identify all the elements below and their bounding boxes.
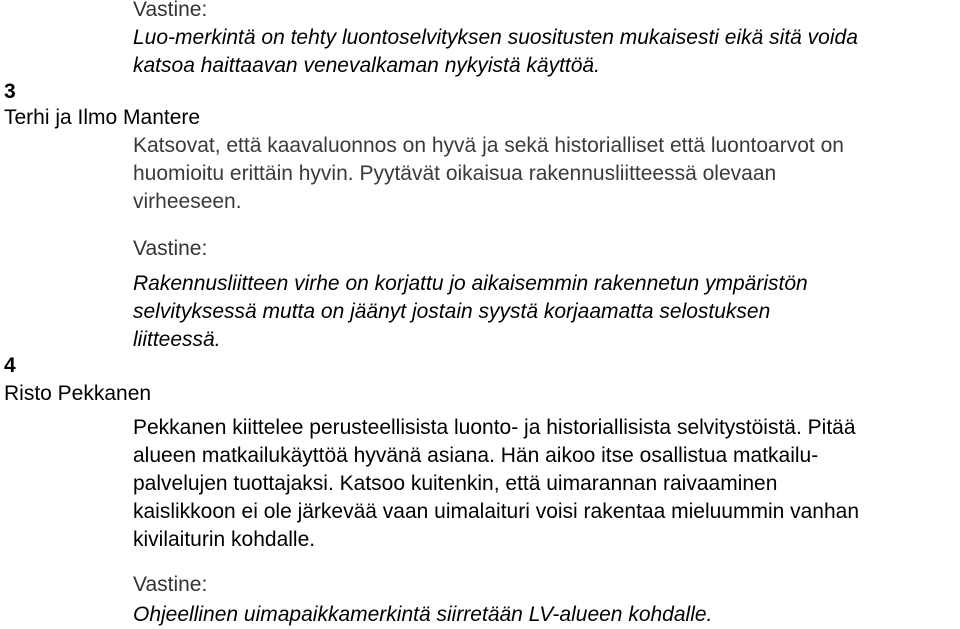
vastine-text-line: liitteessä. [133,328,221,351]
entry-number: 4 [4,354,16,377]
comment-text-line: Katsovat, että kaavaluonnos on hyvä ja sekä historialliset että luontoarvot on [133,134,844,157]
comment-text-line: Pekkanen kiittelee perusteellisista luonto- ja historiallisista selvitystöistä. Pitää [133,416,856,439]
comment-text-line: kivilaiturin kohdalle. [133,528,316,551]
vastine-label: Vastine: [133,0,208,21]
comment-text-line: alueen matkailukäyttöä hyvänä asiana. Hän aikoo itse osallistua matkailu- [133,444,819,467]
vastine-text-line: katsoa haittaavan venevalkaman nykyistä käyttöä. [133,54,600,77]
vastine-text-line: Luo-merkintä on tehty luontoselvityksen suositusten mukaisesti eikä sitä voida [133,26,858,49]
entry-name: Risto Pekkanen [4,382,152,405]
comment-text-line: huomioitu erittäin hyvin. Pyytävät oikaisua rakennusliitteessä olevaan [133,162,777,185]
comment-text-line: virheeseen. [133,190,242,213]
vastine-label: Vastine: [133,237,208,260]
comment-text-line: palvelujen tuottajaksi. Katsoo kuitenkin, että uimarannan raivaaminen [133,472,778,495]
vastine-text-line: selvityksessä mutta on jäänyt jostain syystä korjaamatta selostuksen [133,300,771,323]
comment-text-line: kaislikkoon ei ole järkevää vaan uimalaituri voisi rakentaa mieluummin vanhan [133,500,860,523]
entry-name: Terhi ja Ilmo Mantere [4,106,201,129]
vastine-label: Vastine: [133,573,208,596]
vastine-text-line: Ohjeellinen uimapaikkamerkintä siirretään LV-alueen kohdalle. [133,603,713,626]
vastine-text-line: Rakennusliitteen virhe on korjattu jo aikaisemmin rakennetun ympäristön [133,272,808,295]
entry-number: 3 [4,80,16,103]
